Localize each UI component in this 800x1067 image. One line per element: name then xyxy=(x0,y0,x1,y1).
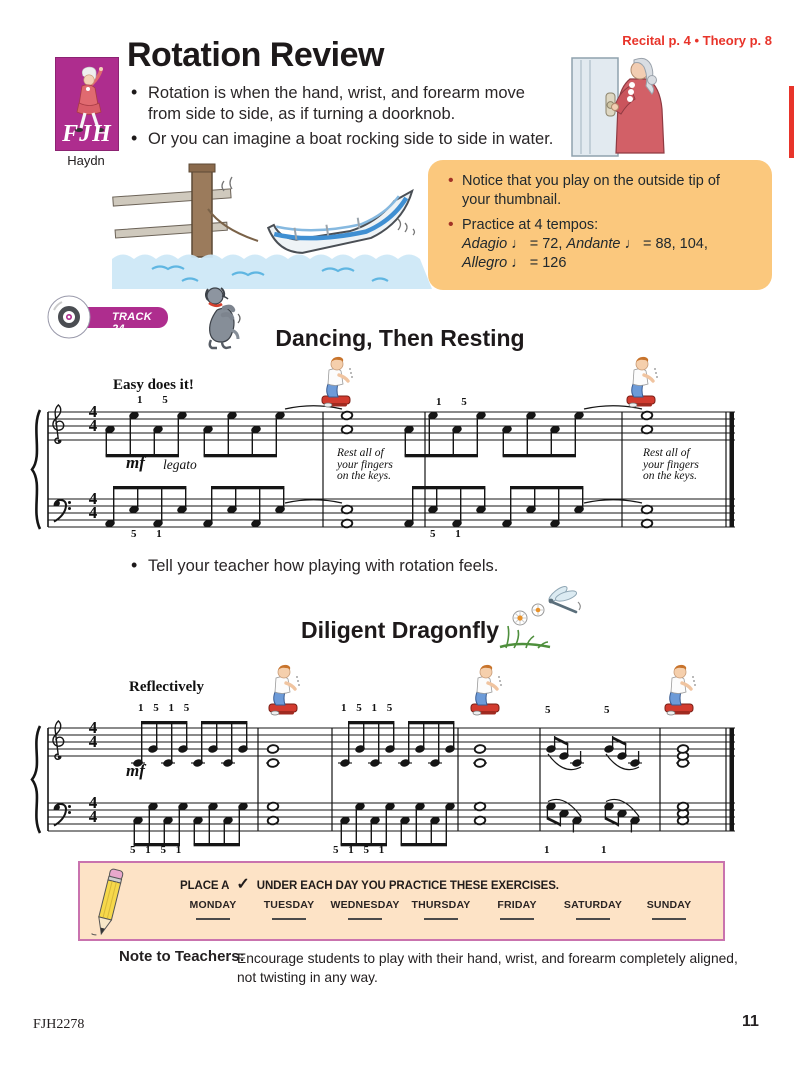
practice-blank-line[interactable] xyxy=(576,918,610,920)
header-page-references: Recital p. 4 • Theory p. 8 xyxy=(622,33,772,48)
page-number: 11 xyxy=(742,1013,759,1030)
tip-bullet-1: • Notice that you play on the outside tip of your thumbnail. xyxy=(448,172,748,210)
piece2-title: Diligent Dragonfly xyxy=(300,617,500,643)
phrase-fingering: 5 xyxy=(545,704,551,716)
dynamic-mark: mf xyxy=(126,453,145,472)
intro-bullet-2: • Or you can imagine a boat rocking side to side in water. xyxy=(148,129,588,150)
rest-instruction: Rest all of your fingers on the keys. xyxy=(643,447,699,482)
intro-bullet-1: • Rotation is when the hand, wrist, and forearm move from side to side, as if turning a doorknob. xyxy=(148,83,560,125)
time-sig-top: 4 xyxy=(88,489,98,508)
time-sig-top: 4 xyxy=(88,718,98,737)
boy-resting-illustration xyxy=(262,663,304,719)
practice-blank-line[interactable] xyxy=(196,918,230,920)
tip-tempos-line2: Allegro ♩ = 126 xyxy=(462,255,567,271)
boy-resting-illustration xyxy=(620,355,662,411)
fingering-treble: 1 5 1 5 xyxy=(138,702,190,714)
practice-blank-line[interactable] xyxy=(424,918,458,920)
catalog-number: FJH2278 xyxy=(33,1017,85,1032)
practice-blank-line[interactable] xyxy=(652,918,686,920)
piece1-title: Dancing, Then Resting xyxy=(275,325,525,351)
logo-caption: Haydn xyxy=(67,153,105,168)
page-title: Rotation Review xyxy=(127,36,384,74)
fingering-bass: 5 1 xyxy=(131,528,162,540)
page-edge-tab xyxy=(789,86,794,158)
practice-day: MONDAY xyxy=(177,899,249,920)
practice-day: SUNDAY xyxy=(633,899,705,920)
teacher-talk-bullet: • Tell your teacher how playing with rotation feels. xyxy=(148,556,588,577)
fingering-bass: 5 1 5 1 xyxy=(130,844,182,856)
practice-day: FRIDAY xyxy=(481,899,553,920)
piece1-tempo-mark: Easy does it! xyxy=(113,377,194,393)
phrase-fingering: 5 xyxy=(604,704,610,716)
rocking-boat-illustration xyxy=(112,163,432,289)
tip-tempos-line1: Adagio ♩ = 72, Andante ♩ = 88, 104, xyxy=(462,236,708,252)
practice-day: SATURDAY xyxy=(557,899,629,920)
cd-icon xyxy=(45,293,93,341)
time-sig-bottom: 4 xyxy=(88,416,98,435)
time-sig-bottom: 4 xyxy=(88,503,98,522)
teacher-note-label: Note to Teachers: xyxy=(119,948,245,965)
practice-blank-line[interactable] xyxy=(348,918,382,920)
time-sig-top: 4 xyxy=(88,793,98,812)
piece2-tempo-mark: Reflectively xyxy=(129,679,204,695)
tip-bullet-2 xyxy=(448,216,748,273)
tip-tempos-intro: • Practice at 4 tempos: xyxy=(462,217,599,233)
practice-blank-line[interactable] xyxy=(500,918,534,920)
time-sig-bottom: 4 xyxy=(88,807,98,826)
phrase-fingering: 1 xyxy=(601,844,607,856)
articulation-mark: legato xyxy=(163,457,197,472)
pencil-icon xyxy=(86,867,132,939)
practice-instruction: PLACE A ✓ UNDER EACH DAY YOU PRACTICE THESE EXERCISES. xyxy=(180,876,559,893)
time-sig-top: 4 xyxy=(88,402,98,421)
time-sig-bottom: 4 xyxy=(88,732,98,751)
practice-day: THURSDAY xyxy=(405,899,477,920)
practice-day: WEDNESDAY xyxy=(329,899,401,920)
fjh-logo xyxy=(55,57,119,151)
practice-tip-box xyxy=(428,160,772,290)
boy-resting-illustration xyxy=(658,663,700,719)
checkmark-icon: ✓ xyxy=(236,876,250,893)
teacher-note-text: Encourage students to play with their hand, wrist, and forearm completely aligned, not twisting in any way. xyxy=(237,951,738,985)
practice-day: TUESDAY xyxy=(253,899,325,920)
fingering-treble: 1 5 1 5 xyxy=(341,702,393,714)
practice-days-row xyxy=(177,899,705,920)
rest-instruction: Rest all of your fingers on the keys. xyxy=(337,447,393,482)
phrase-fingering: 1 xyxy=(544,844,550,856)
fingering-treble: 1 5 xyxy=(436,396,467,408)
dynamic-mark: mf xyxy=(126,761,145,780)
fjh-logo-text: FJH xyxy=(62,121,112,147)
fingering-bass: 5 1 xyxy=(430,528,461,540)
fingering-bass: 5 1 5 1 xyxy=(333,844,385,856)
practice-blank-line[interactable] xyxy=(272,918,306,920)
boy-resting-illustration xyxy=(315,355,357,411)
track-badge-label: TRACK 24 xyxy=(112,311,152,335)
fingering-treble: 1 5 xyxy=(137,394,168,406)
boy-resting-illustration xyxy=(464,663,506,719)
practice-tracker-box xyxy=(78,861,725,941)
